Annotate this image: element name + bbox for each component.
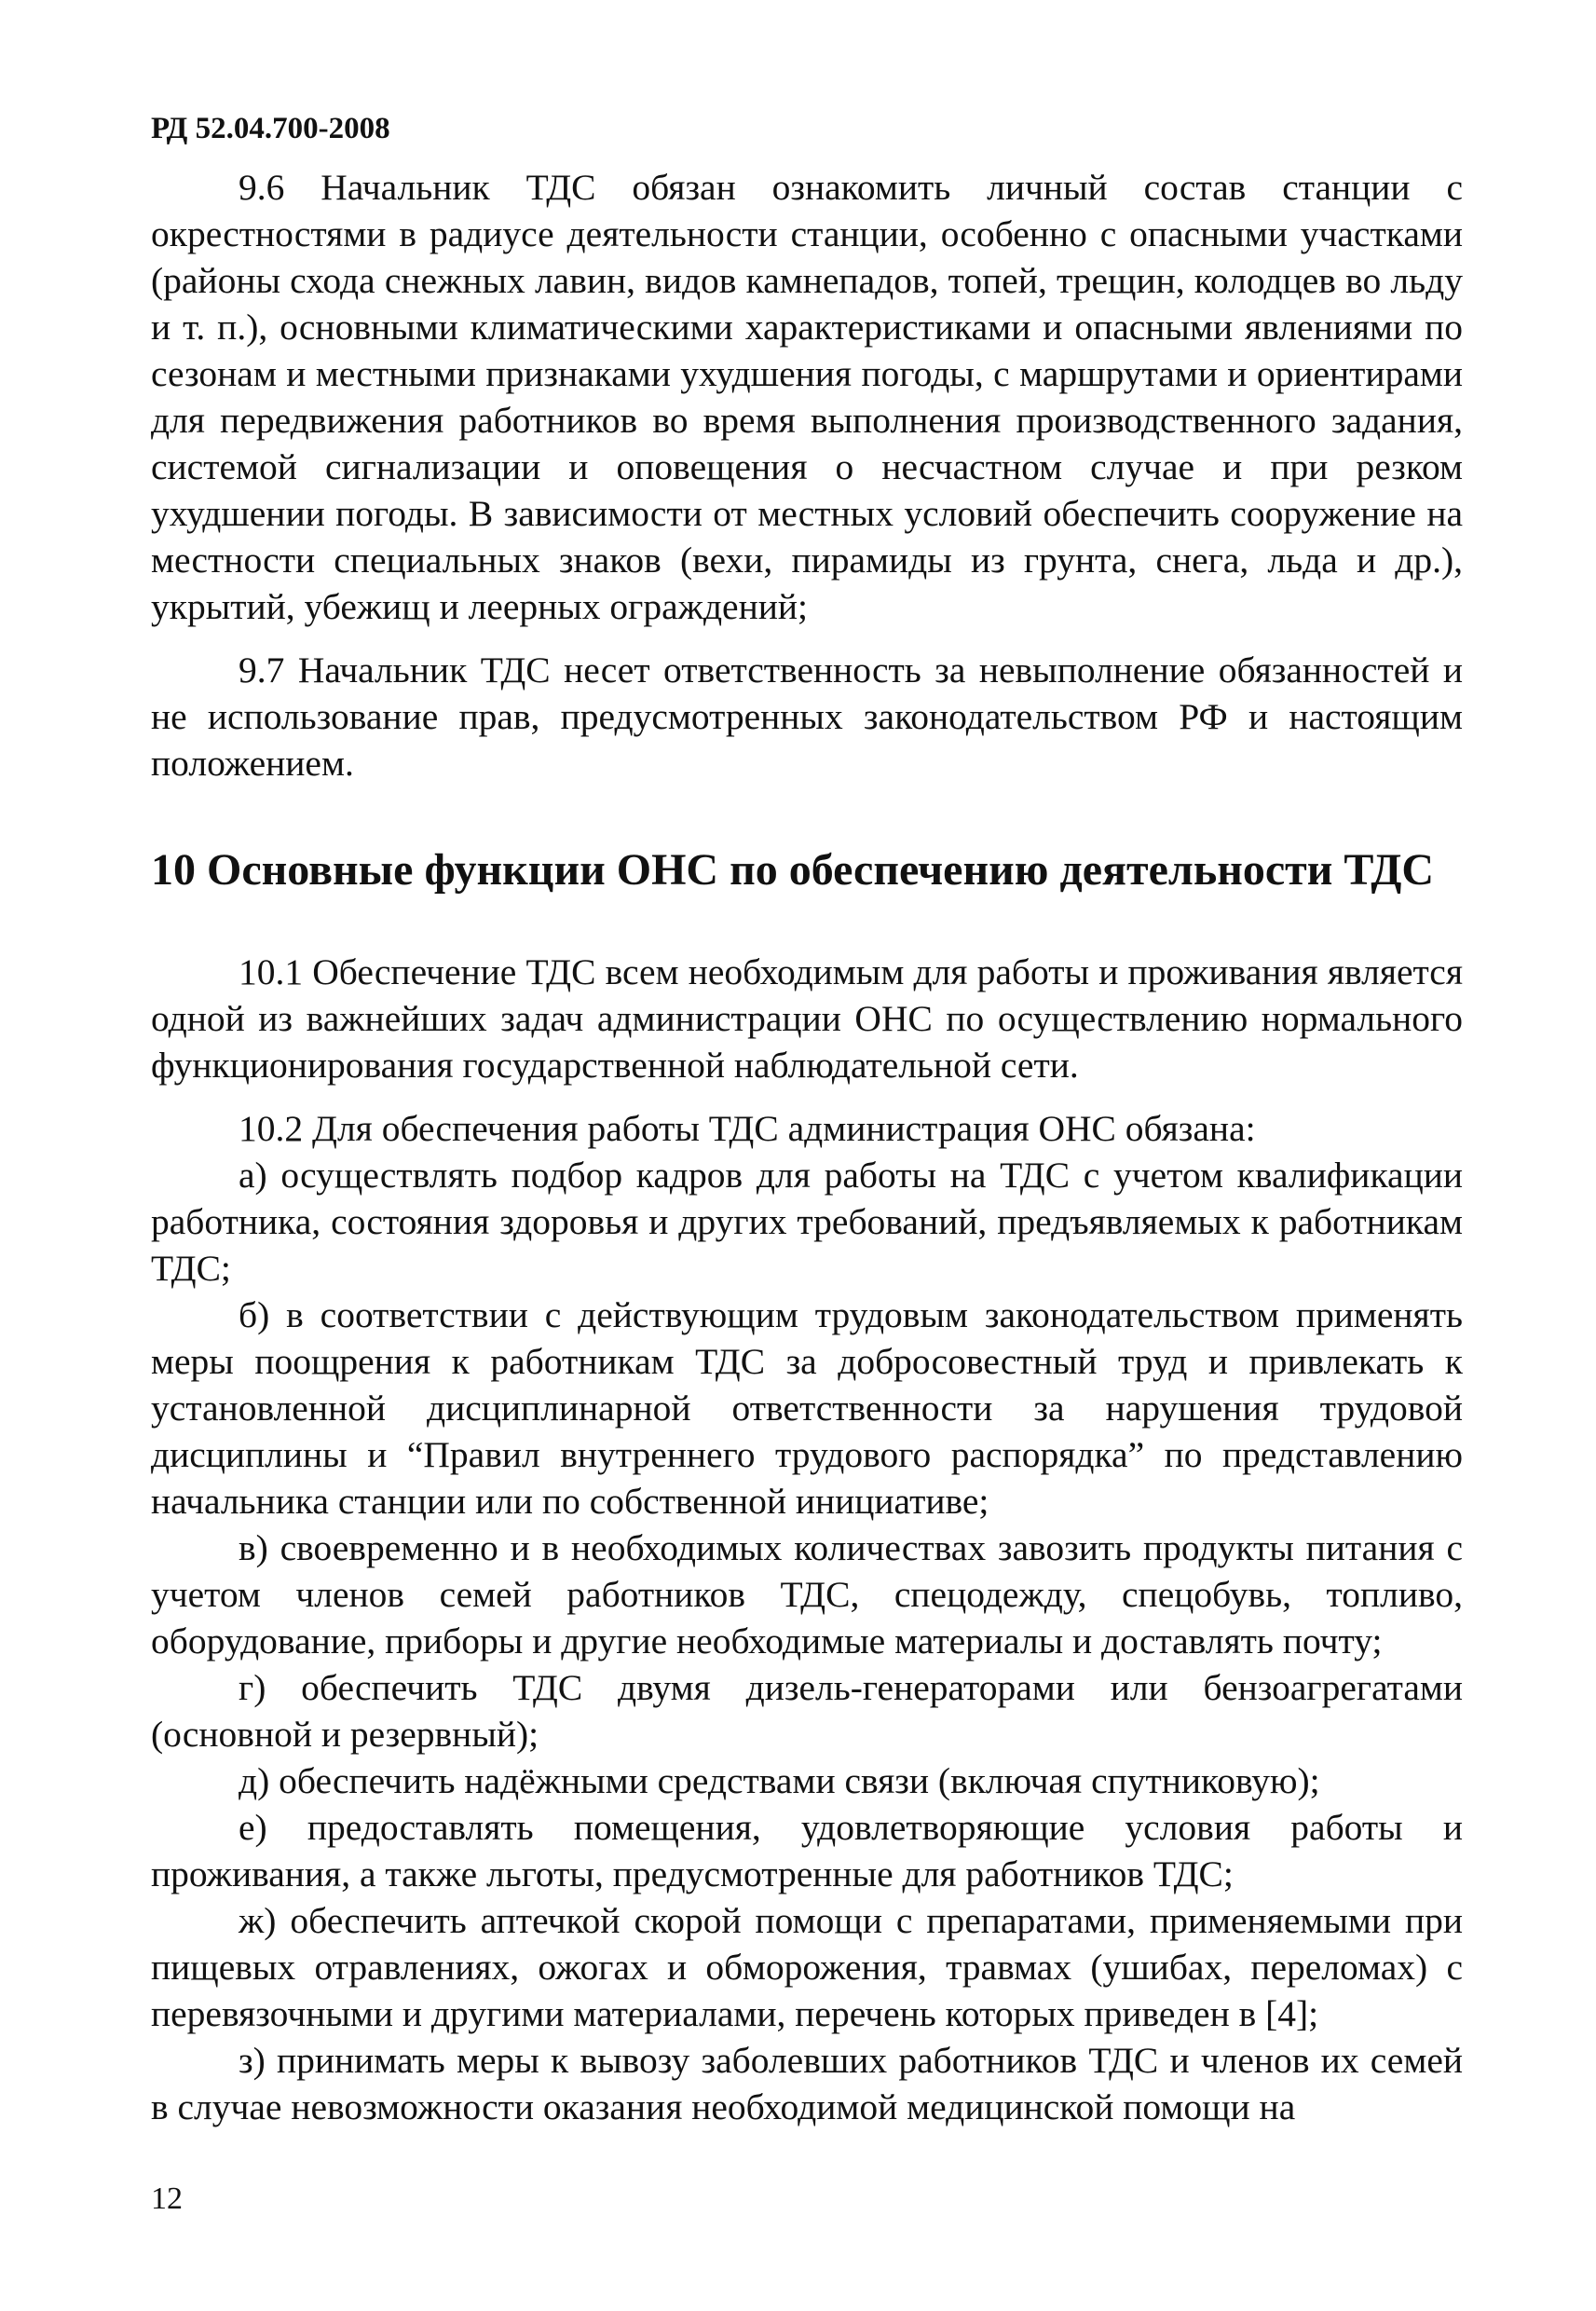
document-code: РД 52.04.700-2008 [151,112,390,145]
list-item-b: б) в соответствии с действующим трудовым законодательством применять меры поощрения к работникам ТДС за добросовестный труд и привлекать к установленной дисциплинарной ответственности за нарушения трудовой дисциплины и “Правил внутреннего трудового распорядка” по представлению начальника станции или по собственной инициативе; [151,1294,1463,1522]
section-10-title: 10 Основные функции ОНС по обеспечению деятельности ТДС [151,845,1435,895]
list-item-a: а) осуществлять подбор кадров для работы на ТДС с учетом квалификации работника, состояния здоровья и других требований, предъявляемых к работникам ТДС; [151,1155,1463,1289]
paragraph-9-7: 9.7 Начальник ТДС несет ответственность за невыполнение обязанностей и не использование прав, предусмотренных законодательством РФ и настоящим положением. [151,650,1463,784]
paragraph-10-2: 10.2 Для обеспечения работы ТДС администрация ОНС обязана: [239,1108,1256,1149]
list-item-e: е) предоставлять помещения, удовлетворяющие условия работы и проживания, а также льготы, предусмотренные для работников ТДС; [151,1807,1463,1894]
paragraph-10-1: 10.1 Обеспечение ТДС всем необходимым для работы и проживания является одной из важнейших задач администрации ОНС по осуществлению нормального функционирования государственной наблюдательной сети. [151,951,1463,1086]
list-item-z: з) принимать меры к вывозу заболевших работников ТДС и членов их семей в случае невозможности оказания необходимой медицинской помощи на [151,2040,1463,2127]
paragraph-9-6: 9.6 Начальник ТДС обязан ознакомить личный состав станции с окрестностями в радиусе деятельности станции, особенно с опасными участками (районы схода снежных лавин, видов камнепадов, топей, трещин, колодцев во льду и т. п.), основными климатическими характеристиками и опасными явлениями по сезонам и местными признаками ухудшения погоды, с маршрутами и ориентирами для передвижения работников во время выполнения производственного задания, системой сигнализации и оповещения о несчастном случае и при резком ухудшении погоды. В зависимости от местных условий обеспечить сооружение на местности специальных знаков (вехи, пирамиды из грунта, снега, льда и др.), укрытий, убежищ и леерных ограждений; [151,167,1463,627]
list-item-g: г) обеспечить ТДС двумя дизель-генераторами или бензоагрегатами (основной и резервный); [151,1667,1463,1755]
document-body [151,164,1463,2130]
list-item-v: в) своевременно и в необходимых количествах завозить продукты питания с учетом членов семей работников ТДС, спецодежду, спецобувь, топливо, оборудование, приборы и другие необходимые материалы и доставлять почту; [151,1527,1463,1661]
list-item-zh: ж) обеспечить аптечкой скорой помощи с препаратами, применяемыми при пищевых отравлениях, ожогах и обморожения, травмах (ушибах, переломах) с перевязочными и другими материалами, перечень которых приведен в [4]; [151,1900,1463,2034]
list-item-d: д) обеспечить надёжными средствами связи (включая спутниковую); [239,1760,1320,1801]
page-number: 12 [151,2181,183,2216]
